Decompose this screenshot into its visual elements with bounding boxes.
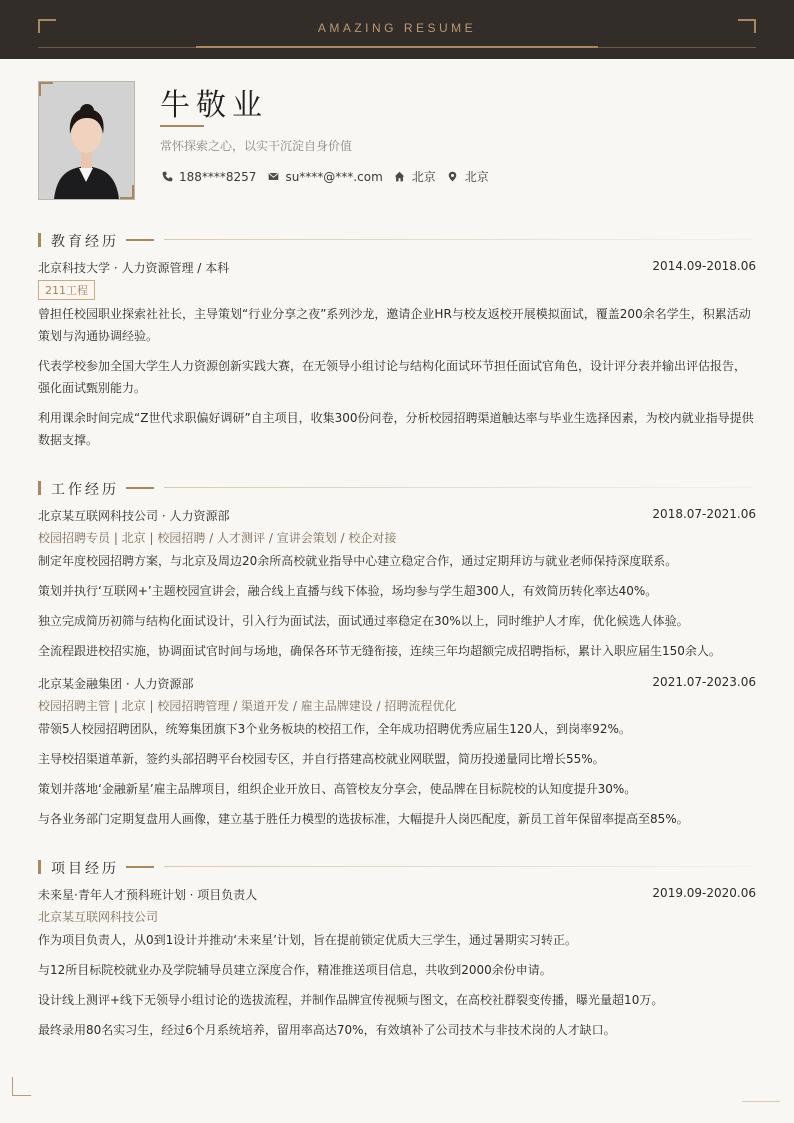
job-item: 主导校招渠道革新，签约头部招聘平台校园专区，并自行搭建高校就业网联盟，简历投递量同比增长55%。 bbox=[38, 752, 605, 766]
project-date: 2019.09-2020.06 bbox=[652, 886, 756, 900]
section-dash bbox=[126, 866, 154, 868]
candidate-slogan: 常怀探索之心，以实干沉淀自身价值 bbox=[160, 139, 353, 153]
job-item: 带领5人校园招聘团队，统筹集团旗下3个业务板块的校招工作，全年成功招聘优秀应届生120人，到岗率92%。 bbox=[38, 722, 631, 736]
job-company: 北京某金融集团 · 人力资源部 bbox=[38, 677, 194, 691]
section-bar bbox=[38, 233, 41, 247]
job-date: 2018.07-2021.06 bbox=[652, 507, 756, 521]
education-entry-header bbox=[38, 259, 756, 276]
education-item: 利用课余时间完成“Z世代求职偏好调研”自主项目，收集300份问卷，分析校园招聘渠道触达率与毕业生选择因素，为校内就业指导提供数据支撑。 bbox=[38, 411, 754, 447]
project-entry-header bbox=[38, 886, 756, 903]
project-item: 最终录用80名实习生，经过6个月系统培养，留用率高达70%，有效填补了公司技术与非技术岗的人才缺口。 bbox=[38, 1023, 616, 1037]
contact-phone-value: 188****8257 bbox=[179, 169, 257, 184]
job-item: 与各业务部门定期复盘用人画像，建立基于胜任力模型的选拔标准，大幅提升人岗匹配度，新员工首年保留率提高至85%。 bbox=[38, 812, 689, 826]
education-item: 曾担任校园职业探索社社长，主导策划“行业分享之夜”系列沙龙，邀请企业HR与校友返校开展模拟面试，覆盖200余名学生，积累活动策划与沟通协调经验。 bbox=[38, 307, 751, 343]
contact-home bbox=[393, 168, 436, 185]
candidate-name: 牛敬业 bbox=[160, 88, 268, 123]
job-role-line: 校园招聘主管 | 北京 | 校园招聘管理 / 渠道开发 / 雇主品牌建设 / 招聘流程优化 bbox=[38, 699, 457, 713]
home-icon bbox=[393, 170, 407, 184]
project-item: 作为项目负责人，从0到1设计并推动‘未来星’计划，旨在提前锁定优质大三学生，通过暑期实习转正。 bbox=[38, 933, 577, 947]
section-bar bbox=[38, 481, 41, 495]
project-item: 设计线上测评+线下无领导小组讨论的选拔流程，并制作品牌宣传视频与图文，在高校社群裂变传播，曝光量超10万。 bbox=[38, 993, 664, 1007]
photo-corner-bottom-right bbox=[120, 185, 134, 199]
footer-corner-ornament bbox=[12, 1077, 31, 1096]
education-school: 北京科技大学 · 人力资源管理 / 本科 bbox=[38, 261, 230, 275]
job-item: 全流程跟进校招实施，协调面试官时间与场地，确保各环节无缝衔接，连续三年均超额完成招聘指标，累计入职应届生150余人。 bbox=[38, 644, 721, 658]
contact-location bbox=[446, 168, 489, 185]
portrait-illustration bbox=[39, 82, 134, 199]
header-rule-accent bbox=[196, 46, 598, 48]
job-item: 策划并落地‘金融新星’雇主品牌项目，组织企业开放日、高管校友分享会，使品牌在目标院校的认知度提升30%。 bbox=[38, 782, 637, 796]
job-date: 2021.07-2023.06 bbox=[652, 675, 756, 689]
contact-phone[interactable] bbox=[160, 170, 256, 184]
section-line bbox=[164, 239, 754, 240]
project-name: 未来星·青年人才预科班计划 · 项目负责人 bbox=[38, 888, 258, 902]
name-underline bbox=[160, 125, 204, 127]
section-title: 工作经历 bbox=[51, 482, 119, 498]
job-entry-header bbox=[38, 507, 756, 524]
job-item: 制定年度校园招聘方案，与北京及周边20余所高校就业指导中心建立稳定合作，通过定期拜访与就业老师保持深度联系。 bbox=[38, 554, 678, 568]
job-company: 北京某互联网科技公司 · 人力资源部 bbox=[38, 509, 230, 523]
contact-info bbox=[160, 168, 489, 185]
project-item: 与12所目标院校就业办及学院辅导员建立深度合作，精准推送项目信息，共收到2000余份申请。 bbox=[38, 963, 552, 977]
education-tag: 211工程 bbox=[38, 280, 95, 300]
section-title: 项目经历 bbox=[51, 861, 119, 877]
photo-corner-top-left bbox=[39, 82, 53, 96]
section-line bbox=[164, 487, 754, 488]
job-entry-header bbox=[38, 675, 756, 692]
section-bar bbox=[38, 860, 41, 874]
mail-icon bbox=[266, 170, 280, 184]
section-line bbox=[164, 866, 754, 867]
contact-email-value: su****@***.com bbox=[285, 169, 383, 184]
footer-line-ornament bbox=[742, 1101, 780, 1102]
job-role-line: 校园招聘专员 | 北京 | 校园招聘 / 人才测评 / 宣讲会策划 / 校企对接 bbox=[38, 531, 397, 545]
contact-location-value: 北京 bbox=[464, 170, 489, 184]
section-work-header bbox=[38, 480, 756, 496]
brand-title: AMAZING RESUME bbox=[317, 21, 477, 35]
section-education-header bbox=[38, 232, 756, 248]
location-pin-icon bbox=[446, 170, 460, 184]
section-dash bbox=[126, 239, 154, 241]
phone-icon bbox=[160, 170, 174, 184]
education-date: 2014.09-2018.06 bbox=[652, 259, 756, 273]
profile-photo bbox=[38, 81, 135, 200]
job-item: 独立完成简历初筛与结构化面试设计，引入行为面试法，面试通过率稳定在30%以上，同时维护人才库，优化候选人体验。 bbox=[38, 614, 689, 628]
contact-email[interactable] bbox=[266, 170, 382, 184]
section-title: 教育经历 bbox=[51, 234, 119, 250]
header-bar bbox=[0, 0, 794, 59]
education-item: 代表学校参加全国大学生人力资源创新实践大赛，在无领导小组讨论与结构化面试环节担任面试官角色，设计评分表并输出评估报告，强化面试甄别能力。 bbox=[38, 359, 747, 395]
contact-home-value: 北京 bbox=[411, 170, 436, 184]
project-company: 北京某互联网科技公司 bbox=[38, 910, 159, 924]
section-project-header bbox=[38, 859, 756, 875]
job-item: 策划并执行‘互联网+’主题校园宣讲会，融合线上直播与线下体验，场均参与学生超300人，有效简历转化率达40%。 bbox=[38, 584, 658, 598]
section-dash bbox=[126, 487, 154, 489]
